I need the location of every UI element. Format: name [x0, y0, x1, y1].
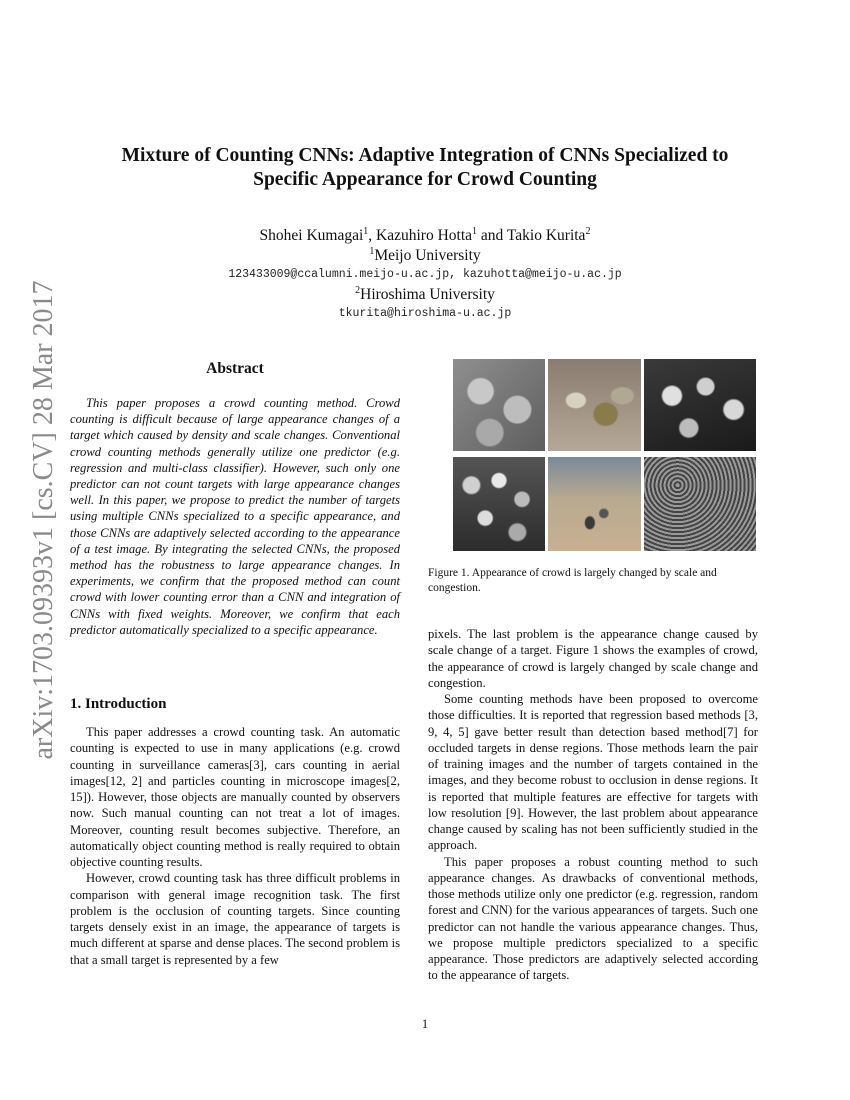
affiliation-1-emails: 123433009@ccalumni.meijo-u.ac.jp, kazuhotta@meijo-u.ac.jp: [228, 268, 622, 281]
arxiv-stamp: arXiv:1703.09393v1 [cs.CV] 28 Mar 2017: [28, 280, 59, 760]
figure-1-image-grid: [453, 359, 756, 551]
paragraph: This paper proposes a robust counting method to such appearance changes. As drawbacks of conventional methods, those methods utilize only one predictor (e.g. regression, random forest and CNN) for the various appearances of targets. Such one predictor can not handle the various appearance changes. Thus, we propose multiple predictors specialized to a specific appearance. Those predictors are adaptively selected according to the appearance of targets.: [428, 854, 758, 983]
crowd-photo-5: [548, 457, 641, 551]
author-separator: and: [477, 227, 507, 245]
affiliation-1: [60, 246, 790, 265]
abstract-text: This paper proposes a crowd counting method. Crowd counting is difficult because of large appearance changes of a target which caused by density and scale changes. Conventional crowd counting methods generally utilize one predictor (e.g. regression and multi-class classifier). However, such only one predictor can not count targets with large appearance changes well. In this paper, we propose to predict the number of targets using multiple CNNs specialized to a specific appearance, and those CNNs are adaptively selected according to the appearance of a test image. By integrating the selected CNNs, the proposed method has the robustness to large appearance changes. In experiments, we confirm that the proposed method can count crowd with lower counting error than a CNN and integration of CNNs with fixed weights. Moreover, we confirm that each predictor automatically specialized to a specific appearance.: [70, 396, 400, 637]
paragraph: Some counting methods have been proposed to overcome those difficulties. It is reported that regression based methods [3, 9, 4, 5] gave better result than detection based method[7] for occluded targets in dense regions. Those methods learn the pair of training images and the number of targets contained in the images, and they become robust to occlusion in dense regions. It is reported that multiple features are effective for targets with low resolution [9]. However, the last problem about appearance change caused by scaling has not been sufficiently studied in the approach.: [428, 692, 758, 853]
affiliation-name: Hiroshima University: [360, 286, 495, 304]
affiliation-name: Meijo University: [374, 247, 481, 265]
crowd-photo-6: [644, 457, 756, 551]
affiliation-mark: 2: [355, 285, 361, 296]
crowd-photo-2: [548, 359, 641, 451]
author-name: Shohei Kumagai: [259, 227, 364, 245]
paragraph: However, crowd counting task has three difficult problems in comparison with general image recognition task. The first problem is the occlusion of counting targets. Since counting targets densely exist in an image, the appearance of targets is much different at sparse and dense places. The second problem is that a small target is represented by a few: [70, 871, 400, 967]
author-affiliation-mark: 1: [363, 226, 369, 237]
crowd-photo-1: [453, 359, 545, 451]
author-separator: ,: [368, 227, 377, 245]
introduction-body: [70, 724, 400, 968]
paper-title: [60, 144, 790, 192]
title-line-1: Mixture of Counting CNNs: Adaptive Integration of CNNs Specialized to: [121, 145, 729, 166]
paragraph: pixels. The last problem is the appearance change caused by scale change of a target. Figure 1 shows the examples of crowd, the appearance of crowd is largely changed by scale change and congestion.: [428, 627, 758, 690]
abstract-body: [70, 395, 400, 638]
page-number: 1: [421, 1017, 429, 1031]
figure-1-caption: Figure 1. Appearance of crowd is largely changed by scale and congestion.: [428, 567, 717, 594]
section-heading-introduction: 1. Introduction: [70, 696, 167, 712]
affiliation-2-emails: tkurita@hiroshima-u.ac.jp: [338, 307, 512, 320]
introduction-body-continued: [428, 626, 758, 984]
author-affiliation-mark: 2: [585, 226, 591, 237]
affiliation-mark: 1: [369, 246, 375, 257]
affiliation-2: [60, 285, 790, 304]
title-line-2: Specific Appearance for Crowd Counting: [253, 169, 597, 190]
author-list: [60, 226, 790, 245]
author-affiliation-mark: 1: [472, 226, 478, 237]
crowd-photo-4: [453, 457, 545, 551]
crowd-photo-3: [644, 359, 756, 451]
author-name: Takio Kurita: [506, 227, 586, 245]
abstract-heading: Abstract: [206, 360, 264, 377]
author-name: Kazuhiro Hotta: [376, 227, 473, 245]
paragraph: This paper addresses a crowd counting task. An automatic counting is expected to use in many applications (e.g. crowd counting in surveillance cameras[3], cars counting in aerial images[12, 2] and particles counting in microscope images[2, 15]). However, those objects are manually counted by observers now. Such manual counting can not treat a lot of images. Moreover, counting result becomes subjective. Therefore, an automatically object counting method is really required to obtain objective counting results.: [70, 725, 400, 869]
